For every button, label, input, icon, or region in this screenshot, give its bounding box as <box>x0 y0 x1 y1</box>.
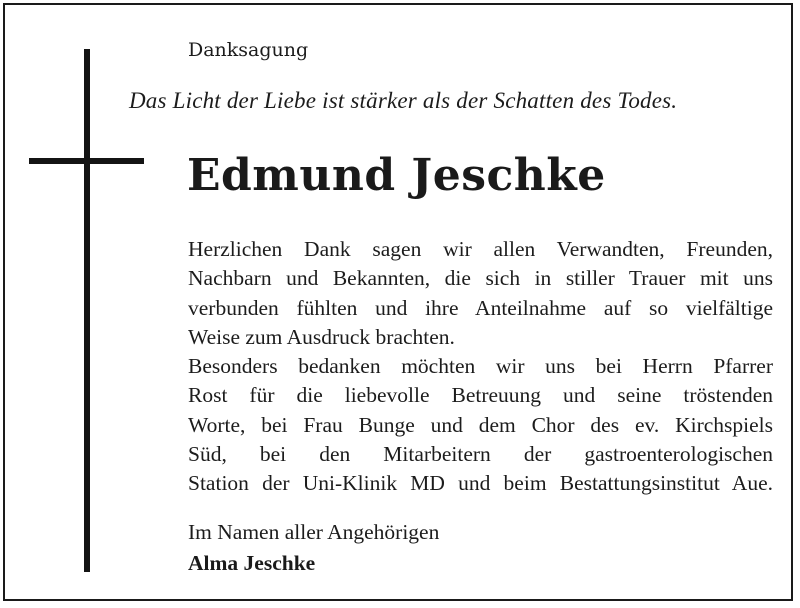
cross-vertical-bar-icon <box>84 49 90 572</box>
notice-motto: Das Licht der Liebe ist stärker als der Schatten des Todes. <box>129 88 678 113</box>
message-line: Station der Uni-Klinik MD und beim Bestattungsinstitut Aue. <box>188 471 773 496</box>
message-line: Rost für die liebevolle Betreuung und seine tröstenden <box>188 383 773 408</box>
message-line: Süd, bei den Mitarbeitern der gastroenterologischen <box>188 442 773 467</box>
message-line: Besonders bedanken möchten wir uns bei Herrn Pfarrer <box>188 354 773 379</box>
message-line: Nachbarn und Bekannten, die sich in stiller Trauer mit uns <box>188 266 773 291</box>
deceased-name: Edmund Jeschke <box>187 150 606 201</box>
cross-horizontal-bar-icon <box>29 158 144 164</box>
message-line: Herzlichen Dank sagen wir allen Verwandten, Freunden, <box>188 237 773 261</box>
obituary-notice-frame <box>3 3 793 601</box>
message-line: Weise zum Ausdruck brachten. <box>188 324 455 349</box>
thank-you-message <box>188 235 773 499</box>
signoff-text: Im Namen aller Angehörigen <box>188 520 440 544</box>
notice-heading: Danksagung <box>188 39 309 61</box>
signature-name: Alma Jeschke <box>188 551 316 575</box>
message-line: Worte, bei Frau Bunge und dem Chor des ev. Kirchspiels <box>188 412 773 437</box>
message-line: verbunden fühlten und ihre Anteilnahme auf so vielfältige <box>188 295 773 320</box>
